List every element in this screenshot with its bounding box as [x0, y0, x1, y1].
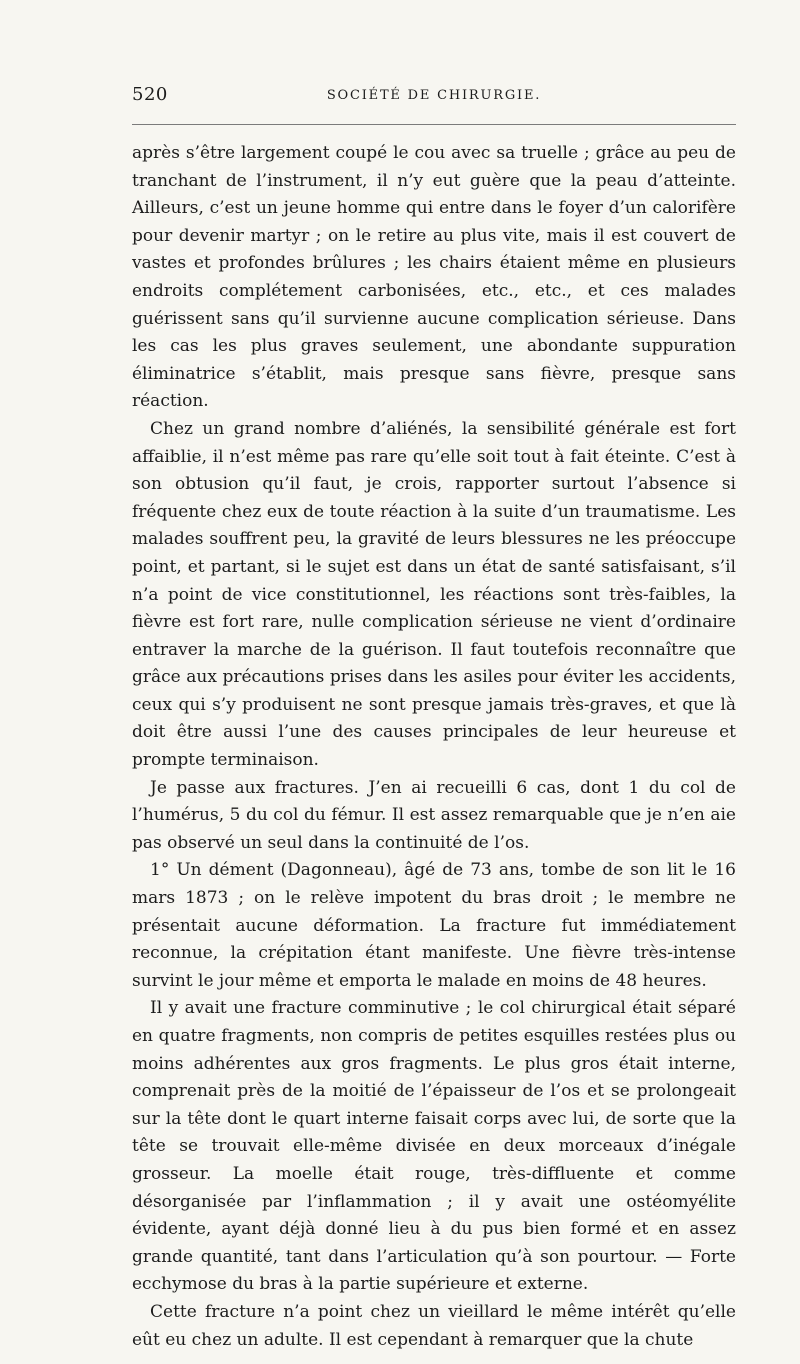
- paragraph: après s’être largement coupé le cou avec sa truelle ; grâce au peu de tranchant de l’instrument, il n’y eut guère que la peau d’atteinte. Ailleurs, c’est un jeune homme qui entre dans le foyer d’un calorifère pour devenir martyr ; on le retire au plus vite, mais il est couvert de vastes et profondes brûlures ; les chairs étaient même en plusieurs endroits complétement carbonisées, etc., etc., et ces malades guérissent sans qu’il survienne aucune complication sérieuse. Dans les cas les plus graves seulement, une abondante suppuration éliminatrice s’établit, mais presque sans fièvre, presque sans réaction.: [132, 143, 736, 412]
- header-rule: [132, 124, 736, 125]
- paragraph: Il y avait une fracture comminutive ; le col chirurgical était séparé en quatre fragments, non compris de petites esquilles restées plus ou moins adhérentes aux gros fragments. Le plus gros était interne, comprenait près de la moitié de l’épaisseur de l’os et se prolongeait sur la tête dont le quart interne faisait corps avec lui, de sorte que la tête se trouvait elle-même divisée en deux morceaux d’inégale grosseur. La moelle était rouge, très-diffluente et comme désorganisée par l’inflammation ; il y avait une ostéomyélite évidente, ayant déjà donné lieu à du pus bien formé et en assez grande quantité, tant dans l’articulation qu’à son pourtour. — Forte ecchymose du bras à la partie supérieure et externe.: [132, 998, 736, 1295]
- body-text: [132, 140, 736, 1354]
- page-number: 520: [132, 84, 168, 105]
- paragraph: 1° Un dément (Dagonneau), âgé de 73 ans, tombe de son lit le 16 mars 1873 ; on le relève impotent du bras droit ; le membre ne présentait aucune déformation. La fracture fut immédiatement reconnue, la crépitation étant manifeste. Une fièvre très-intense survint le jour même et emporta le malade en moins de 48 heures.: [132, 860, 736, 991]
- running-head: SOCIÉTÉ DE CHIRURGIE.: [326, 88, 542, 103]
- paragraph: Cette fracture n’a point chez un vieillard le même intérêt qu’elle eût eu chez un adulte. Il est cependant à remarquer que la chute: [132, 1301, 736, 1350]
- paragraph: Chez un grand nombre d’aliénés, la sensibilité générale est fort affaiblie, il n’est même pas rare qu’elle soit tout à fait éteinte. C’est à son obtusion qu’il faut, je crois, rapporter surtout l’absence si fréquente chez eux de toute réaction à la suite d’un traumatisme. Les malades souffrent peu, la gravité de leurs blessures ne les préoccupe point, et partant, si le sujet est dans un état de santé satisfaisant, s’il n’a point de vice constitutionnel, les réactions sont très-faibles, la fièvre est fort rare, nulle complication sérieuse ne vient d’ordinaire entraver la marche de la guérison. Il faut toutefois reconnaître que grâce aux précautions prises dans les asiles pour éviter les accidents, ceux qui s’y produisent ne sont presque jamais très-graves, et que là doit être aussi l’une des causes principales de leur heureuse et prompte terminaison.: [132, 418, 736, 771]
- page-header: [132, 84, 736, 110]
- paragraph: Je passe aux fractures. J’en ai recueilli 6 cas, dont 1 du col de l’humérus, 5 du col du fémur. Il est assez remarquable que je n’en aie pas observé un seul dans la continuité de l’os.: [132, 777, 736, 853]
